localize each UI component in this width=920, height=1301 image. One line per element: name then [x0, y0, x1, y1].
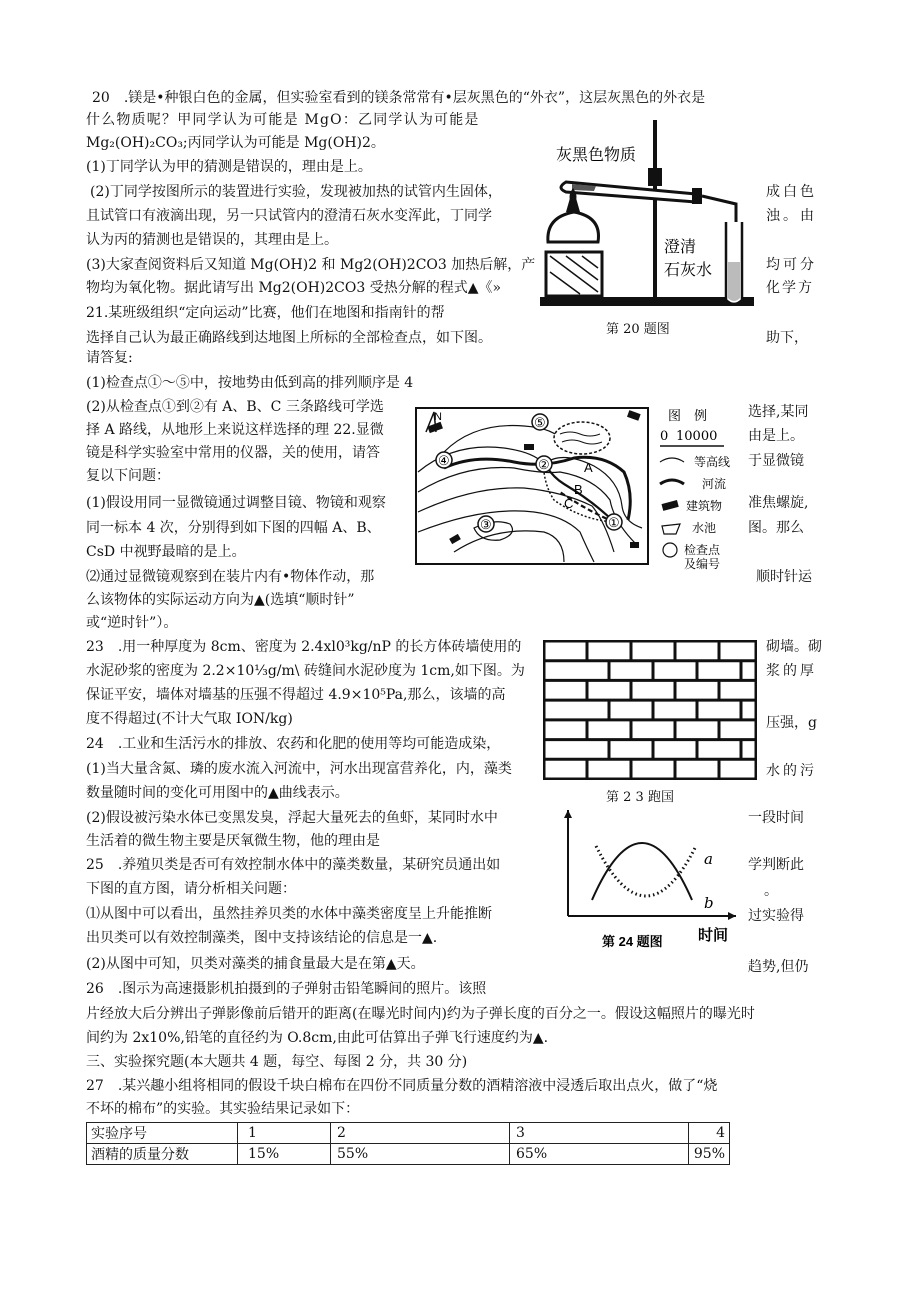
q23-line-4: 度不得超过(不计大气取 ION/kg) [86, 711, 293, 727]
q27-table [86, 1122, 730, 1165]
q21-line-2: 选择自己认为最正确路线到达地图上所标的全部检查点，如下图。 [86, 330, 492, 346]
table-cell: 3 [510, 1123, 689, 1144]
checkpoint-3: ③ [480, 518, 492, 533]
q21-right-1: 助下， [766, 330, 808, 346]
q25-sub2: (2)从图中可知，贝类对藻类的捕食量最大是在第▲天。 [86, 956, 425, 972]
q21-right-3: 由是上。 [748, 428, 804, 444]
q22-line-2: 复以下问题： [86, 468, 170, 484]
q21-sub1: (1)检查点①～⑤中，按地势由低到高的排列顺序是 4 [86, 375, 414, 391]
curve-a-line [596, 846, 696, 896]
q22-right-3: 图。那么 [748, 520, 804, 536]
q22-sub1-line-1: (1)假设用同一显微镜通过调整目镜、物镜和观察 [86, 495, 386, 511]
table-cell: 实验序号 [87, 1123, 238, 1144]
q22-sub2-line-2: 么该物体的实际运动方向为▲(选填“顺时针” [86, 592, 355, 608]
legend-building: 建筑物 [686, 499, 723, 513]
q24-right-1: 水的污 [766, 763, 817, 779]
table-cell: 65% [510, 1144, 689, 1165]
legend-checkpoint-2: 及编号 [684, 557, 721, 570]
route-b-label: B [574, 482, 583, 497]
q20-lime-label-1: 澄清 [664, 239, 697, 256]
q22-right-1: 于显微镜 [748, 453, 804, 469]
q22-sub2-line-3: 或“逆时针”）。 [86, 615, 178, 631]
q22-line-1: 镜是科学实验室中常用的仪器，关的使用，请答 [86, 445, 380, 461]
table-cell: 95% [689, 1144, 730, 1165]
checkpoint-4: ④ [438, 454, 450, 469]
route-c-label: C [564, 496, 574, 511]
q20-sub2-line-3: 认为丙的猜测也是错误的，其理由是上。 [86, 232, 338, 248]
curve-b-label: b [704, 894, 714, 912]
q24-x-label: 时间 [698, 927, 729, 944]
q25-right-4: 趋势,但仍 [748, 959, 809, 975]
q23-figure-caption: 第 2 3 跑国 [606, 790, 674, 805]
q20-lime-label-2: 石灰水 [664, 262, 713, 279]
q20-sub2-right-2: 浊。由 [766, 208, 817, 224]
q20-apparatus-figure [536, 112, 762, 312]
q25-right-2: 。 [764, 883, 778, 899]
q21-line-3: 请答复: [86, 350, 133, 366]
table-row [87, 1144, 730, 1165]
checkpoint-5: ⑤ [534, 416, 546, 431]
q20-solid-label: 灰黑色物质 [556, 147, 637, 164]
q23-right-1: 砌墙。砌 [766, 639, 822, 655]
q22-right-2: 准焦螺旋, [748, 495, 809, 511]
legend-pond: 水池 [692, 521, 717, 535]
q27-line-2: 不坏的棉布”的实验。其实验结果记录如下： [86, 1101, 360, 1117]
q23-right-2: 浆的厚 [766, 663, 817, 679]
q23-line-1: 23 .用一种厚度为 8cm、密度为 2.4xl0³kg/nP 的长方体砖墙使用的 [86, 639, 522, 655]
q26-line-1: 26 .图示为高速摄影机拍摄到的子弹射击铅笔瞬间的照片。该照 [86, 981, 487, 997]
q24-sub1-line-2: 数量随时间的变化可用图中的▲曲线表示。 [86, 785, 349, 801]
table-cell: 酒精的质量分数 [87, 1144, 238, 1165]
checkpoint-1: ① [608, 516, 620, 531]
q27-line-1: 27 .某兴趣小组将相同的假设千块白棉布在四份不同质量分数的酒精溶液中浸透后取出点火，做了“烧 [86, 1078, 718, 1094]
q20-sub3-line-1: (3)大家查阅资料后又知道 Mg(OH)2 和 Mg2(OH)2CO3 加热后解，产 [86, 257, 536, 273]
table-cell: 1 [238, 1123, 331, 1144]
q25-line-1: 25 .养殖贝类是否可有效控制水体中的藻类数量，某研究员通出如 [86, 857, 501, 873]
q24-figure-caption: 第 24 题图 [602, 934, 663, 949]
q21-sub2-line-2: 择 A 路线，从地形上来说这样选择的理 22.显微 [86, 422, 384, 438]
q22-sub1-line-3: CsD 中视野最暗的是上。 [86, 544, 246, 560]
q21-line-1: 21.某班级组织“定向运动”比赛，他们在地图和指南针的帮 [86, 305, 445, 321]
q23-line-3: 保证平安，墙体对墙基的压强不得超过 4.9×10⁵Pa,那么，该墙的高 [86, 687, 506, 703]
table-cell: 4 [689, 1123, 730, 1144]
q24-sub2-line-2: 生活着的微生物主要是厌氧微生物，他的理由是 [86, 833, 380, 849]
route-a-label: A [584, 460, 593, 475]
q24-sub1-line-1: (1)当大量含氮、璘的废水流入河流中，河水出现富营养化，内，藻类 [86, 761, 512, 777]
q20-sub2-line-2: 且试管口有液滴出现，另一只试管内的澄清石灰水变浑此，丁同学 [86, 208, 492, 224]
legend-checkpoint-1: 检查点 [684, 543, 721, 557]
q20-sub3-right-1: 均可分 [766, 257, 817, 273]
q20-sub3-right-2: 化学方 [766, 280, 814, 296]
q23-brick-wall-figure [543, 640, 757, 780]
table-cell: 55% [331, 1144, 510, 1165]
q22-sub1-line-2: 同一标本 4 次，分别得到如下图的四幅 A、B、 [86, 520, 381, 536]
q20-figure-caption: 第 20 题图 [606, 322, 670, 337]
table-cell: 15% [238, 1144, 331, 1165]
q20-sub2-right-1: 成白色 [766, 184, 817, 200]
q20-sub2-line-1: (2)丁同学按图所示的装置进行实验，发现被加热的试管内生固体， [90, 184, 502, 200]
legend-river: 河流 [702, 477, 727, 491]
q26-line-3: 间约为 2x10%,铅笔的直径约为 O.8cm,由此可估算出子弹飞行速度约为▲. [86, 1030, 549, 1046]
q24-curve-figure [556, 806, 746, 956]
q20-sub3-line-2: 物均为氧化物。据此请写出 Mg2(OH)2CO3 受热分解的程式▲《» [86, 280, 502, 296]
table-cell: 2 [331, 1123, 510, 1144]
q25-right-3: 过实验得 [748, 908, 804, 924]
curve-b-line [592, 843, 692, 900]
q21-sub2-line-1: (2)从检查点①到②有 A、B、C 三条路线可学选 [86, 399, 384, 415]
q21-right-2: 选择,某同 [748, 404, 809, 420]
q24-right-2: 一段时间 [748, 810, 804, 826]
legend-contour: 等高线 [694, 455, 731, 469]
q25-right-1: 学判断此 [748, 857, 804, 873]
q25-sub1-line-2: 出贝类可以有效控制藻类，图中支持该结论的信息是一▲. [86, 930, 438, 946]
q20-line-1: 20 .镁是•种银白色的金属，但实验室看到的镁条常常有•层灰黑色的“外衣”，这层灰黑色的外衣是 [92, 90, 706, 106]
q20-line-3: Mg₂(OH)₂CO₃;丙同学认为可能是 Mg(OH)2。 [86, 135, 385, 151]
q25-sub1-line-1: ⑴从图中可以看出，虽然挂养贝类的水体中藻类密度呈上升能推断 [86, 906, 492, 922]
section-3-heading: 三、实验探究题(本大题共 4 题，每空、每图 2 分，共 30 分) [86, 1054, 468, 1070]
legend-scale-value: 10000 [676, 429, 718, 444]
q25-line-2: 下图的直方图，请分析相关问题： [86, 881, 296, 897]
q22-right-4: 顺时针运 [756, 569, 812, 585]
curve-a-label: a [704, 850, 713, 868]
q23-right-3: 压强，g [766, 715, 817, 731]
compass-north: N [434, 411, 442, 423]
q20-line-2: 什么物质呢？甲同学认为可能是 MgO：乙同学认为可能是 [86, 112, 480, 128]
q23-line-2: 水泥砂浆的密度为 2.2×10⅓g/m\ 砖缝间水泥砂度为 1cm,如下图。为 [86, 663, 525, 679]
table-row [87, 1123, 730, 1144]
q20-sub1: (1)丁同学认为甲的猜测是错误的，理由是上。 [86, 159, 372, 175]
legend-scale-zero: 0 [660, 429, 669, 444]
q21-map-figure [414, 402, 744, 570]
q24-sub2-line-1: (2)假设被污染水体已变黑发臭，浮起大量死去的鱼虾，某同时水中 [86, 810, 498, 826]
q22-sub2-line-1: ⑵通过显微镜观察到在装片内有•物体作动，那 [86, 569, 375, 585]
q24-line-1: 24 .工业和生活污水的排放、农药和化肥的使用等均可能造成染， [86, 736, 501, 752]
q26-line-2: 片经放大后分辨出子弹影像前后错开的距离(在曝光时间内)约为子弹长度的百分之一。假设这幅照片的曝光时 [86, 1006, 755, 1022]
checkpoint-2: ② [538, 458, 550, 473]
legend-title: 图 例 [668, 409, 708, 424]
